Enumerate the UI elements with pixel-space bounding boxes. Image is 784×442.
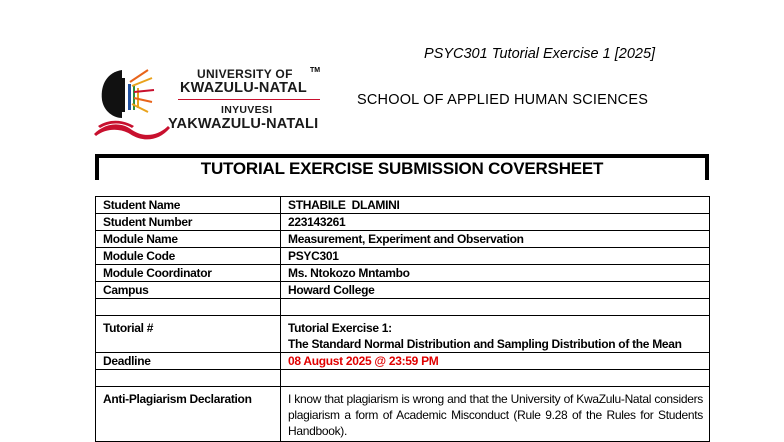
table-row	[96, 265, 710, 282]
logo-text-kwazulu-natal: KWAZULU-NATAL	[180, 80, 307, 96]
table-row	[96, 248, 710, 265]
table-row	[96, 282, 710, 299]
table-spacer-row	[96, 370, 710, 387]
tutorial-value	[281, 316, 710, 353]
empty-cell	[96, 299, 281, 316]
document-header-title: PSYC301 Tutorial Exercise 1 [2025]	[424, 46, 656, 62]
logo-text-university-of: UNIVERSITY OF	[197, 67, 293, 81]
module-coordinator-value: Ms. Ntokozo Mntambo	[281, 265, 710, 282]
field-label: Deadline	[96, 353, 281, 370]
table-spacer-row	[96, 299, 710, 316]
logo-trademark: TM	[310, 67, 321, 74]
field-label: Student Name	[96, 197, 281, 214]
field-label: Student Number	[96, 214, 281, 231]
field-label: Module Code	[96, 248, 281, 265]
coversheet-title: TUTORIAL EXERCISE SUBMISSION COVERSHEET	[99, 158, 705, 180]
table-row	[96, 231, 710, 248]
declaration-text: I know that plagiarism is wrong and that the University of KwaZulu-Natal considers plagiarism a form of Academic Misconduct (Rule 9.28 of the Rules for Students Handbook).	[281, 387, 710, 442]
logo-text-inyuvesi: INYUVESI	[221, 104, 273, 116]
field-label: Tutorial #	[96, 316, 281, 353]
ukzn-emblem-icon	[94, 70, 170, 139]
field-label: Module Coordinator	[96, 265, 281, 282]
student-name-value: STHABILE DLAMINI	[281, 197, 710, 214]
module-name-value: Measurement, Experiment and Observation	[281, 231, 710, 248]
logo-text-yakwazulu-natali: YAKWAZULU-NATALI	[168, 116, 319, 132]
table-row	[96, 387, 710, 442]
field-label: Module Name	[96, 231, 281, 248]
student-number-value: 223143261	[281, 214, 710, 231]
empty-cell	[96, 370, 281, 387]
table-row	[96, 353, 710, 370]
tutorial-line-2: The Standard Normal Distribution and Sampling Distribution of the Mean	[288, 337, 682, 351]
school-name: SCHOOL OF APPLIED HUMAN SCIENCES	[357, 92, 649, 108]
empty-cell	[281, 370, 710, 387]
table-row	[96, 316, 710, 353]
module-code-value: PSYC301	[281, 248, 710, 265]
coversheet-banner	[95, 154, 709, 180]
field-label: Anti-Plagiarism Declaration	[96, 387, 281, 442]
field-label: Campus	[96, 282, 281, 299]
campus-value: Howard College	[281, 282, 710, 299]
logo-divider	[178, 99, 320, 100]
tutorial-line-1: Tutorial Exercise 1:	[288, 321, 392, 335]
submission-info-table	[95, 196, 710, 442]
empty-cell	[281, 299, 710, 316]
deadline-value: 08 August 2025 @ 23:59 PM	[281, 353, 710, 370]
table-row	[96, 197, 710, 214]
table-row	[96, 214, 710, 231]
